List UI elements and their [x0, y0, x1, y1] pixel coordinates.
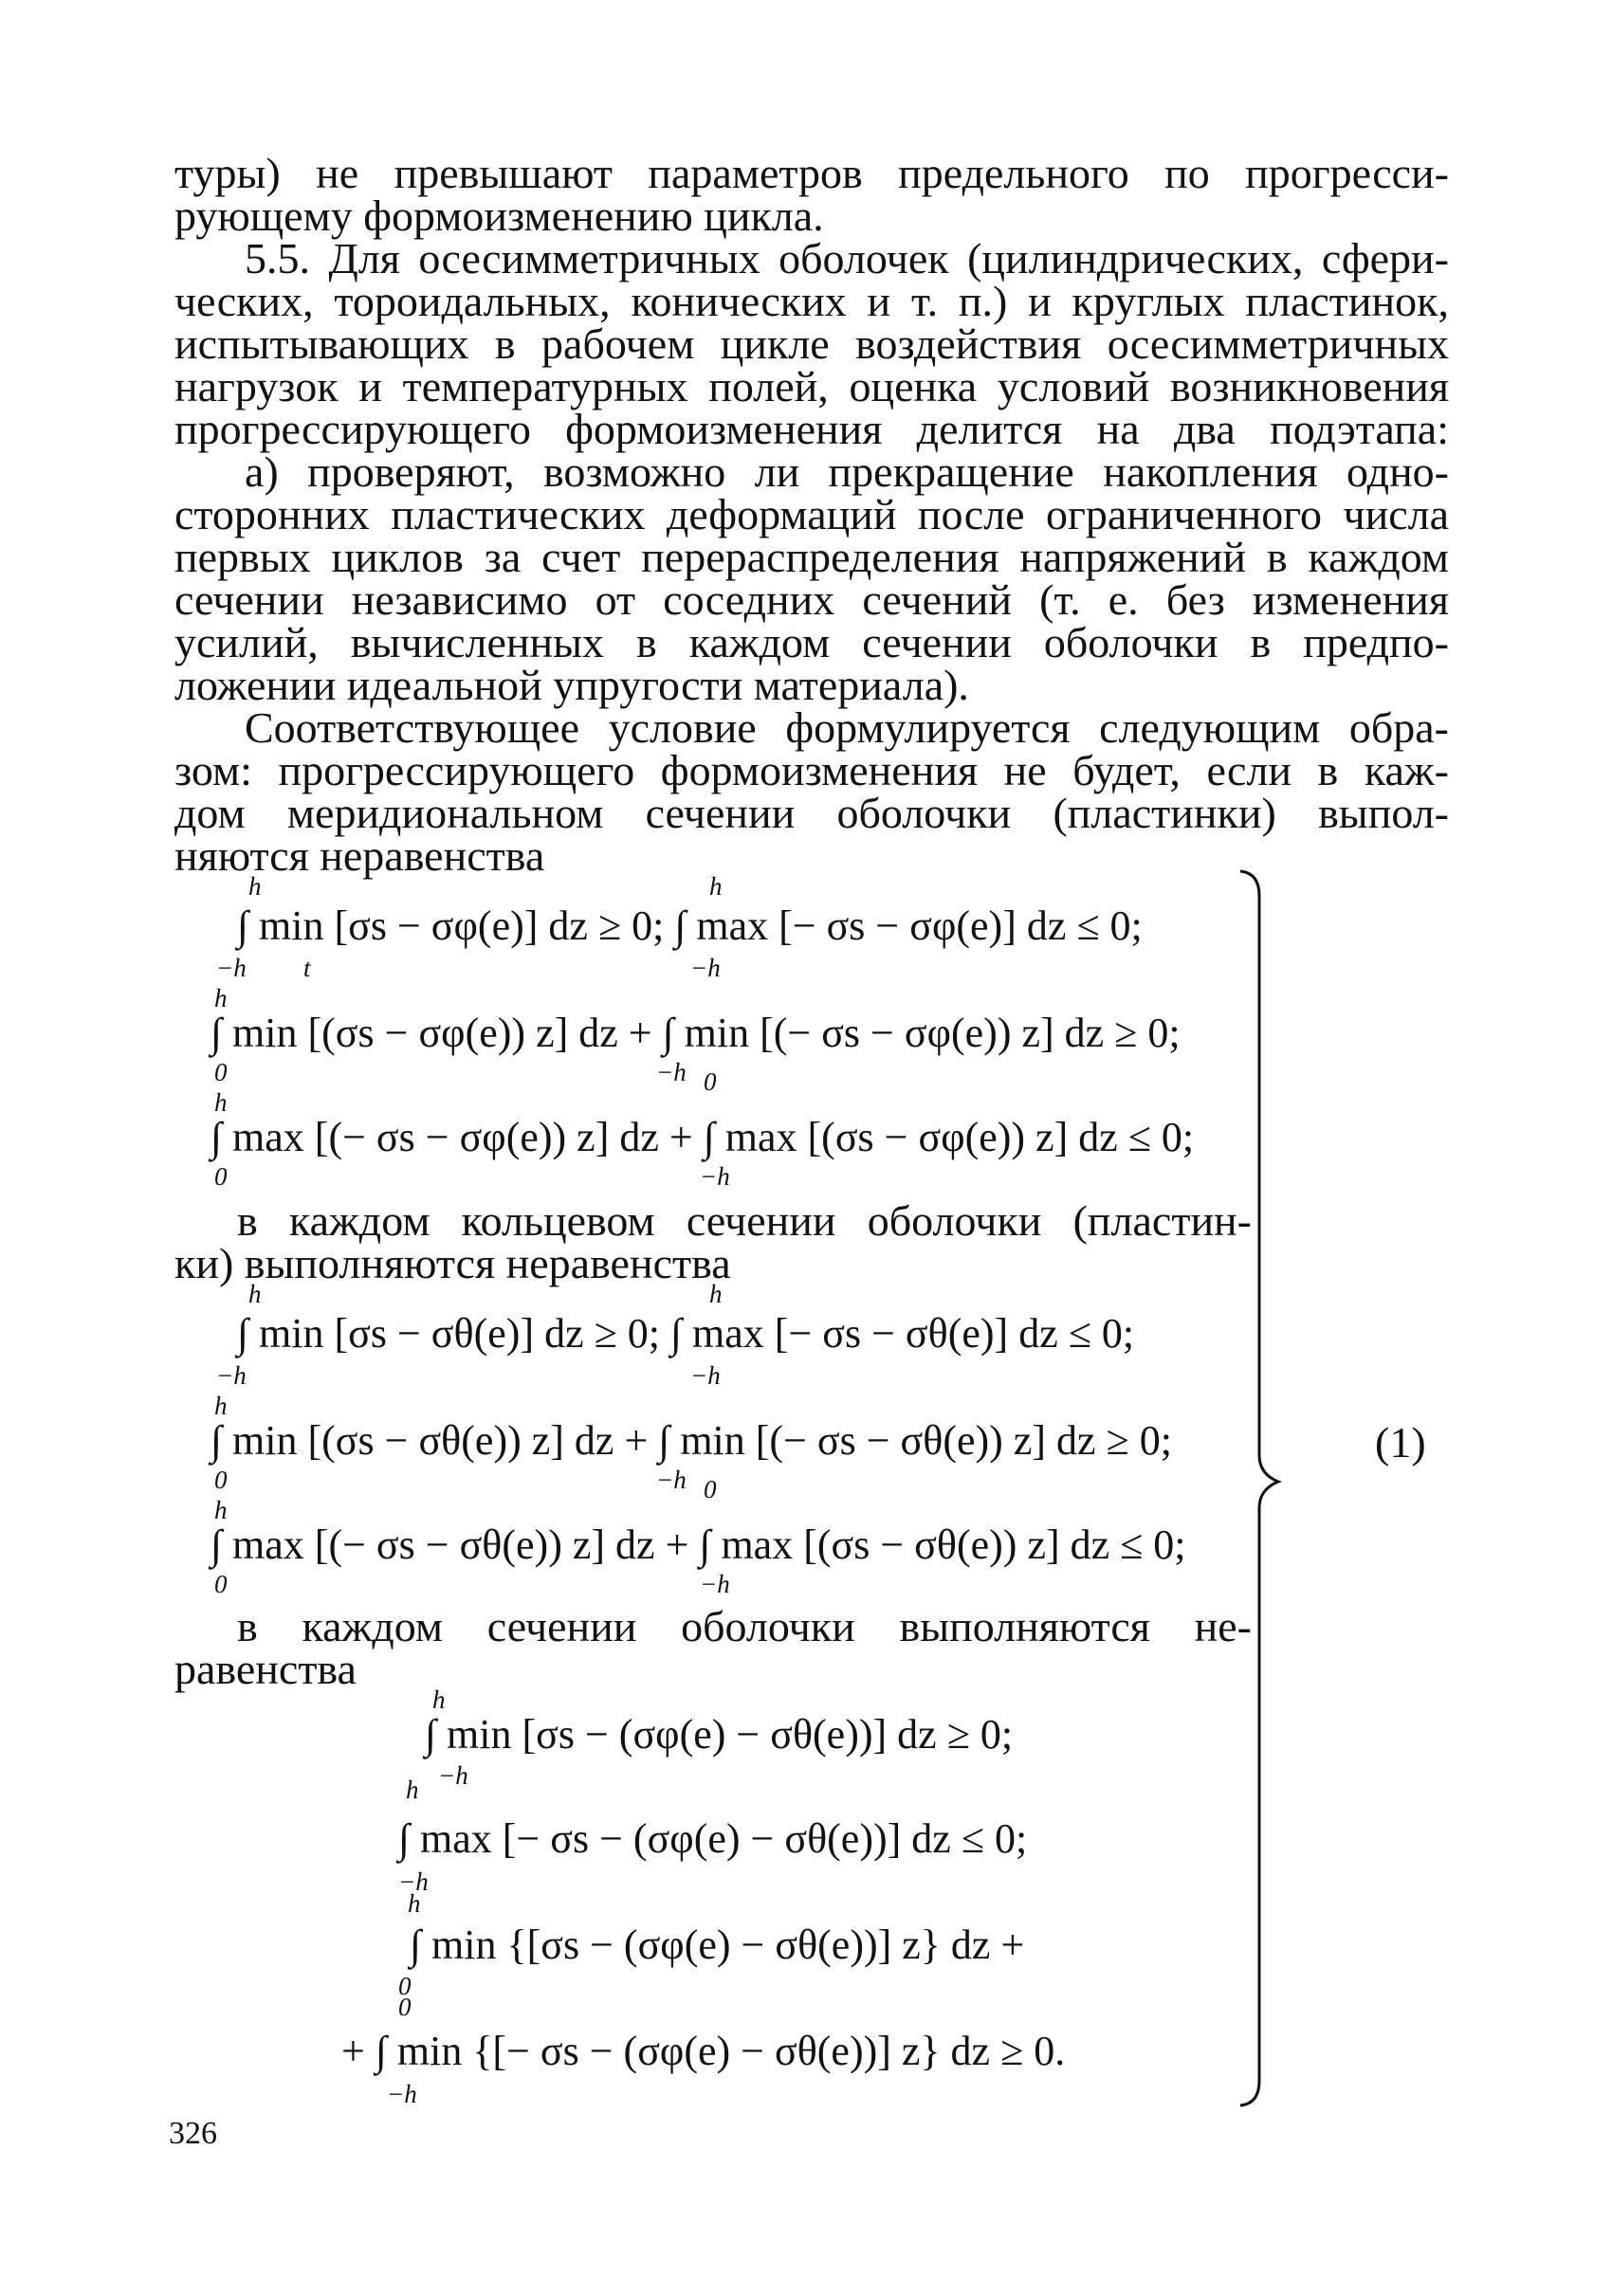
p2-line-5: прогрессирующего формоизменения делится на два подэтапа:: [174, 405, 1449, 453]
eq-s2-lower: −h: [398, 1868, 429, 1896]
eq-h3-upper-1: h: [214, 1496, 228, 1524]
eq-section-2: ∫ max [− σs − (σφ(e) − σθ(e))] dz ≤ 0;: [398, 1815, 1028, 1862]
p3-line-3: первых циклов за счет перераспределения напряжений в каждом: [174, 533, 1449, 581]
p6-line-2: равенства: [174, 1645, 357, 1693]
p5-line-2: ки) выполняются неравенства: [174, 1239, 731, 1287]
eq-s4-upper: 0: [398, 1993, 412, 2021]
p3-line-1: а) проверяют, возможно ли прекращение накопления одно-: [245, 447, 1449, 496]
eq-section-3: ∫ min {[σs − (σφ(e) − σθ(e))] z} dz +: [410, 1922, 1025, 1968]
eq-m2-upper-1: h: [214, 984, 228, 1012]
eq-m1-upper-2: h: [709, 872, 723, 901]
eq-s3-upper: h: [408, 1889, 421, 1918]
eq-m3-lower-1: 0: [214, 1162, 228, 1191]
eq-h2-lower-2: −h: [656, 1466, 687, 1494]
eq-m3-lower-2: −h: [700, 1162, 730, 1191]
eq-s1-lower: −h: [438, 1761, 468, 1790]
eq-meridional-2: ∫ min [(σs − σφ(e)) z] dz + ∫ min [(− σs − σφ(e)) z] dz ≥ 0;: [211, 1010, 1181, 1056]
p4-line-3: дом меридиональном сечении оболочки (пластинки) выпол-: [174, 789, 1449, 837]
eq-m2-lower-2: −h: [656, 1058, 687, 1086]
eq-meridional-3: ∫ max [(− σs − σφ(e)) z] dz + ∫ max [(σs − σφ(e)) z] dz ≤ 0;: [211, 1114, 1195, 1160]
eq-hoop-1: ∫ min [σs − σθ(e)] dz ≥ 0; ∫ max [− σs − σθ(e)] dz ≤ 0;: [237, 1310, 1135, 1357]
p3-line-6: ложении идеальной упругости материала).: [174, 661, 969, 709]
eq-section-4: + ∫ min {[− σs − (σφ(e) − σθ(e))] z} dz ≥ 0.: [341, 2028, 1066, 2074]
eq-h1-lower-1: −h: [216, 1361, 247, 1390]
p6-line-1: в каждом сечении оболочки выполняются не-: [237, 1602, 1252, 1650]
eq-section-1: ∫ min [σs − (σφ(e) − σθ(e))] dz ≥ 0;: [425, 1711, 1014, 1758]
eq-m1-lower-2: −h: [690, 954, 721, 982]
eq-h2-lower-1: 0: [214, 1466, 228, 1494]
eq-hoop-2: ∫ min [(σs − σθ(e)) z] dz + ∫ min [(− σs − σθ(e)) z] dz ≥ 0;: [211, 1417, 1172, 1464]
p1-line-1: туры) не превышают параметров предельного по прогресси-: [174, 149, 1449, 197]
p3-line-4: сечении независимо от соседних сечений (т. е. без изменения: [174, 575, 1449, 624]
eq-m1-lower-1: −h: [216, 954, 247, 982]
p3-line-2: сторонних пластических деформаций после ограниченного числа: [174, 490, 1449, 538]
eq-h3-lower-1: 0: [214, 1570, 228, 1598]
eq-m1-upper-1: h: [248, 872, 262, 901]
p3-line-5: усилий, вычисленных в каждом сечении оболочки в предпо-: [174, 618, 1449, 666]
eq-s3-lower: 0: [398, 1972, 412, 2000]
p2-line-3: испытывающих в рабочем цикле воздействия осесимметричных: [174, 319, 1449, 368]
eq-s4-lower: −h: [387, 2080, 417, 2108]
p2-line-4: нагрузок и температурных полей, оценка условий возникновения: [174, 362, 1449, 410]
eq-m2-upper-2: 0: [704, 1067, 717, 1096]
p1-line-2: рующему формоизменению цикла.: [174, 191, 824, 240]
p4-line-1: Соответствующее условие формулируется следующим обра-: [245, 703, 1449, 752]
eq-m1-min-sub: t: [303, 954, 311, 982]
eq-m2-lower-1: 0: [214, 1058, 228, 1086]
eq-h1-lower-2: −h: [690, 1361, 721, 1390]
equation-number: (1): [1375, 1418, 1426, 1467]
eq-h3-lower-2: −h: [700, 1570, 730, 1598]
p4-line-4: няются неравенства: [174, 831, 545, 880]
eq-h1-upper-1: h: [248, 1280, 262, 1308]
right-brace-icon: [1233, 867, 1290, 2109]
eq-s1-upper: h: [432, 1686, 446, 1714]
p2-line-2: ческих, тороидальных, конических и т. п.) и круглых пластинок,: [174, 277, 1449, 325]
p4-line-2: зом: прогрессирующего формоизменения не будет, если в каж-: [174, 746, 1449, 794]
eq-h1-upper-2: h: [709, 1280, 723, 1308]
p5-line-1: в каждом кольцевом сечении оболочки (пластин-: [237, 1196, 1252, 1245]
eq-h2-upper-1: h: [214, 1392, 228, 1420]
page-number: 326: [169, 2116, 217, 2151]
eq-hoop-3: ∫ max [(− σs − σθ(e)) z] dz + ∫ max [(σs − σθ(e)) z] dz ≤ 0;: [211, 1522, 1186, 1568]
eq-m3-upper-1: h: [214, 1088, 228, 1117]
p2-line-1: 5.5. Для осесимметричных оболочек (цилиндрических, сфери-: [245, 234, 1449, 282]
eq-meridional-1: ∫ min [σs − σφ(e)] dz ≥ 0; ∫ max [− σs − σφ(e)] dz ≤ 0;: [237, 902, 1143, 949]
eq-s2-upper: h: [406, 1776, 419, 1804]
eq-h2-upper-2: 0: [704, 1475, 717, 1503]
